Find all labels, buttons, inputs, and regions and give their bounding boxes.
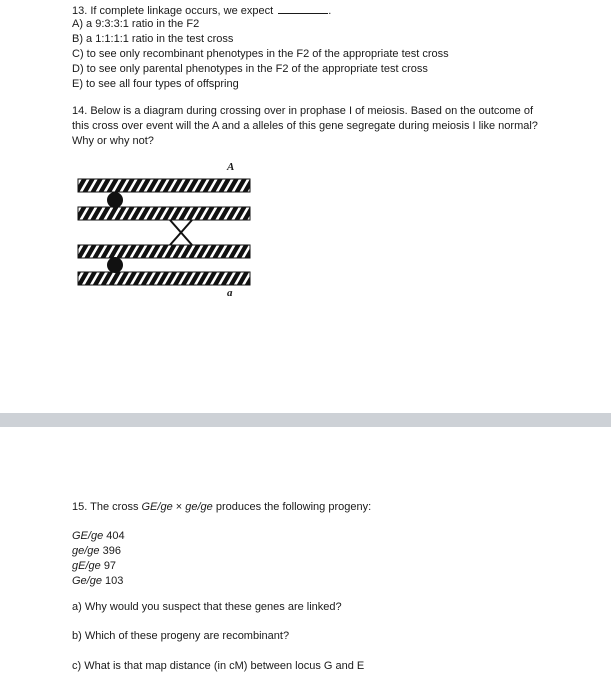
progeny-row [72,544,552,559]
centromere-bottom [107,257,123,273]
progeny-count: 103 [105,575,124,587]
q15-stem-suffix: produces the following progeny: [212,501,372,513]
chromatid-1 [78,179,250,192]
progeny-genotype: GE/ge [72,530,104,542]
q15-cross-left: GE/ge [141,501,173,513]
q15-stem [72,500,552,515]
q15-part-a: a) Why would you suspect that these genes are linked? [72,601,342,613]
chromatid-4 [78,272,250,285]
q13-option-d: D) to see only parental phenotypes in the F2 of the appropriate test cross [72,63,428,75]
progeny-list [72,529,552,589]
q14-line-1: 14. Below is a diagram during crossing over in prophase I of meiosis. Based on the outcome of [72,105,534,117]
chromatid-drawing [70,158,260,306]
progeny-row [72,574,552,589]
q13-stem [72,2,552,17]
question-15 [72,500,552,515]
q15-cross-times: × [172,501,186,513]
centromere-top [107,192,123,208]
progeny-genotype: Ge/ge [72,575,102,587]
page-bottom [0,427,611,700]
q14-line-2: this cross over event will the A and a alleles of this gene segregate during meiosis I like normal? [72,120,538,132]
progeny-genotype: gE/ge [72,560,101,572]
q13-stem-text: 13. If complete linkage occurs, we expect [72,5,274,17]
page-divider [0,413,611,427]
chromatid-3 [78,245,250,258]
q13-option-e: E) to see all four types of offspring [72,78,239,90]
allele-label-A: A [227,161,235,173]
q15-part-b: b) Which of these progeny are recombinant? [72,630,290,642]
chromatid-2 [78,207,250,220]
q13-option-b: B) a 1:1:1:1 ratio in the test cross [72,33,234,45]
q13-option-a: A) a 9:3:3:1 ratio in the F2 [72,18,200,30]
crossing-over-diagram [70,158,260,306]
progeny-count: 97 [103,560,117,572]
allele-label-a: a [227,287,233,299]
progeny-row [72,529,552,544]
q15-part-c: c) What is that map distance (in cM) between locus G and E [72,660,365,672]
q14-line-3: Why or why not? [72,135,154,147]
q15-cross-right: ge/ge [185,501,213,513]
progeny-row [72,559,552,574]
progeny-count: 404 [106,530,125,542]
q13-stem-suffix: . [328,5,332,17]
q13-option-c: C) to see only recombinant phenotypes in the F2 of the appropriate test cross [72,48,449,60]
progeny-genotype: ge/ge [72,545,100,557]
answer-blank [278,2,328,14]
q15-stem-prefix: 15. The cross [72,501,142,513]
question-14 [72,104,592,149]
question-13 [72,2,552,92]
progeny-count: 396 [102,545,121,557]
